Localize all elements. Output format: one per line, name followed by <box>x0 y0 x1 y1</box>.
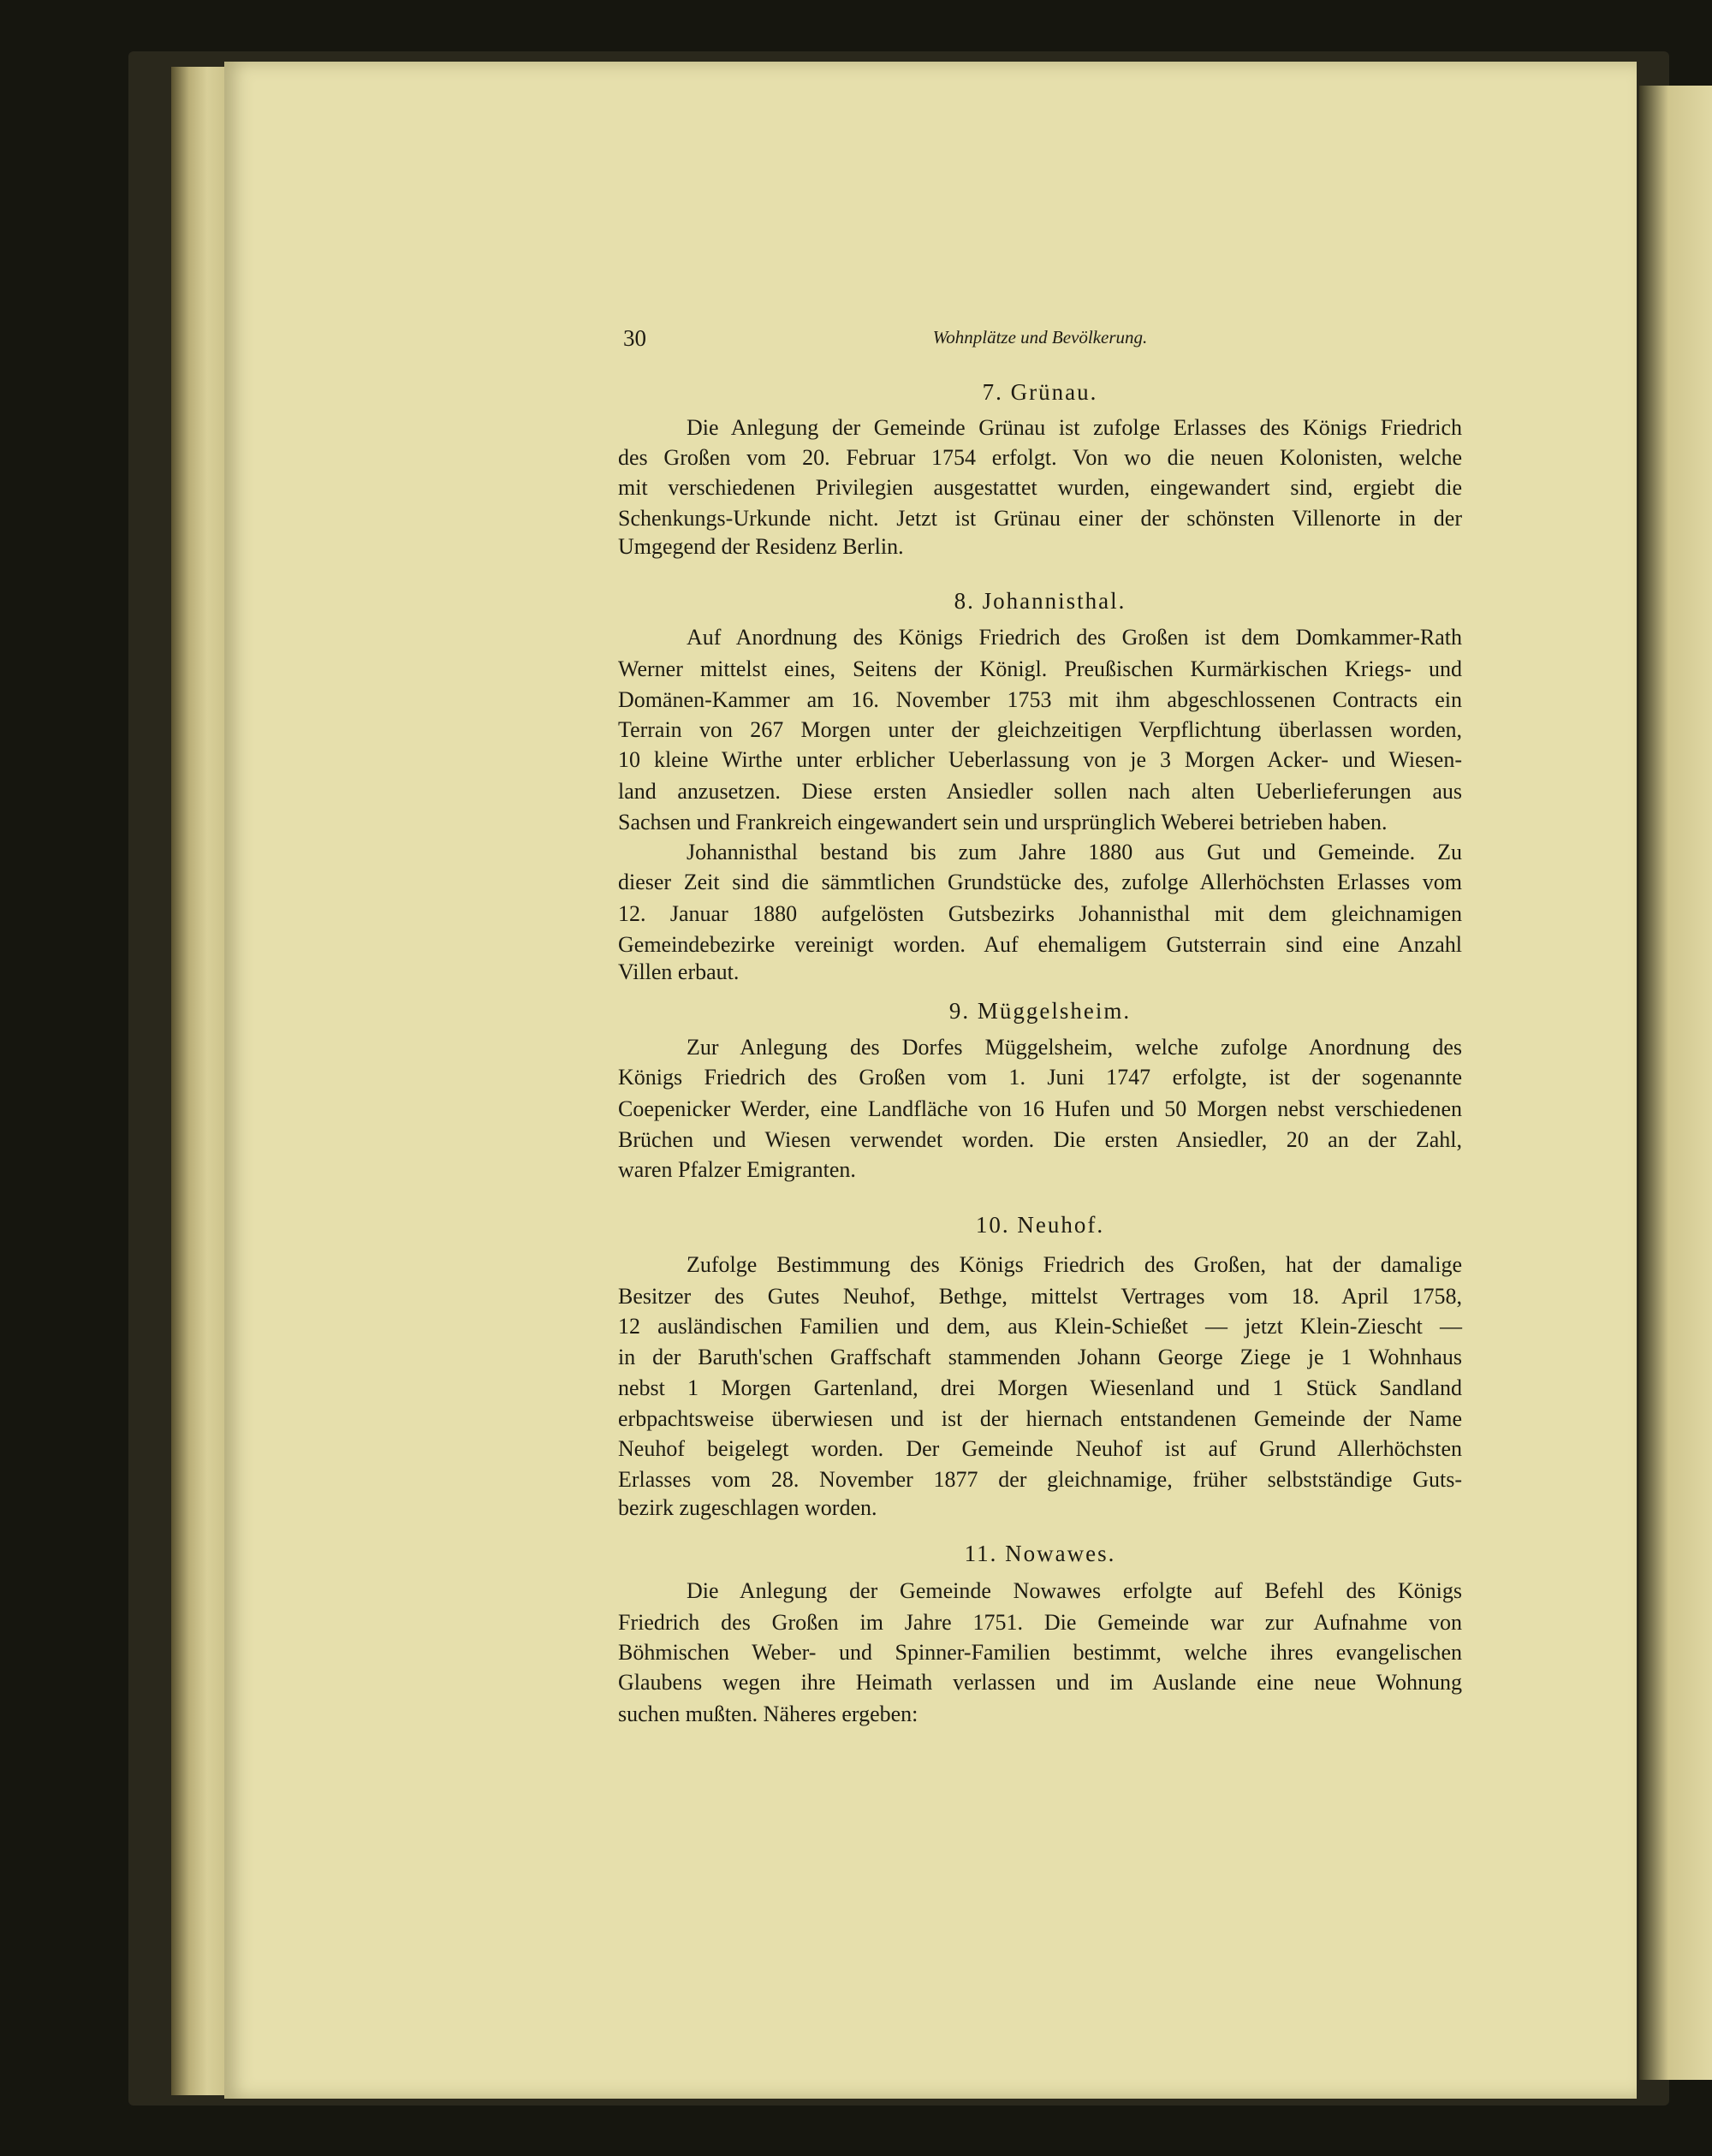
text-line: mit verschiedenen Privilegien ausgestattet wurden, eingewandert sind, ergiebt die <box>618 475 1462 500</box>
text-line: Erlasses vom 28. November 1877 der gleichnamige, früher selbstständige Guts- <box>618 1467 1462 1492</box>
text-line: Umgegend der Residenz Berlin. <box>618 534 904 559</box>
text-line: Besitzer des Gutes Neuhof, Bethge, mittelst Vertrages vom 18. April 1758, <box>618 1284 1462 1309</box>
page-number: 30 <box>623 325 646 351</box>
text-line: suchen mußten. Näheres ergeben: <box>618 1702 918 1726</box>
text-line: Friedrich des Großen im Jahre 1751. Die Gemeinde war zur Aufnahme von <box>618 1610 1462 1635</box>
text-line: Coepenicker Werder, eine Landfläche von 16 Hufen und 50 Morgen nebst verschiedenen <box>618 1096 1462 1121</box>
text-line: 10 kleine Wirthe unter erblicher Ueberlassung von je 3 Morgen Acker- und Wiesen- <box>618 747 1462 772</box>
text-line: bezirk zugeschlagen worden. <box>618 1495 877 1520</box>
text-line: Schenkungs-Urkunde nicht. Jetzt ist Grünau einer der schönsten Villenorte in der <box>618 506 1462 531</box>
text-line: erbpachtsweise überwiesen und ist der hiernach entstandenen Gemeinde der Name <box>618 1406 1462 1431</box>
text-line: 12. Januar 1880 aufgelösten Gutsbezirks Johannisthal mit dem gleichnamigen <box>618 901 1462 926</box>
text-line: land anzusetzen. Diese ersten Ansiedler sollen nach alten Ueberlieferungen aus <box>618 779 1462 804</box>
text-line: Die Anlegung der Gemeinde Grünau ist zufolge Erlasses des Königs Friedrich <box>687 415 1462 440</box>
text-line: des Großen vom 20. Februar 1754 erfolgt. Von wo die neuen Kolonisten, welche <box>618 445 1462 470</box>
text-line: nebst 1 Morgen Gartenland, drei Morgen Wiesenland und 1 Stück Sandland <box>618 1375 1462 1400</box>
text-line: Villen erbaut. <box>618 959 740 984</box>
text-line: Königs Friedrich des Großen vom 1. Juni 1747 erfolgte, ist der sogenannte <box>618 1065 1462 1090</box>
section-heading: 10. Neuhof. <box>975 1212 1105 1238</box>
text-line: Johannisthal bestand bis zum Jahre 1880 aus Gut und Gemeinde. Zu <box>687 840 1462 864</box>
section-heading: 8. Johannisthal. <box>954 588 1126 614</box>
text-line: in der Baruth'schen Graffschaft stammenden Johann George Ziege je 1 Wohnhaus <box>618 1345 1462 1369</box>
text-line: dieser Zeit sind die sämmtlichen Grundstücke des, zufolge Allerhöchsten Erlasses vom <box>618 870 1462 894</box>
text-line: Sachsen und Frankreich eingewandert sein und ursprünglich Weberei betrieben haben. <box>618 810 1388 834</box>
text-line: Gemeindebezirke vereinigt worden. Auf ehemaligem Gutsterrain sind eine Anzahl <box>618 932 1462 957</box>
text-line: Domänen-Kammer am 16. November 1753 mit ihm abgeschlossenen Contracts ein <box>618 687 1462 712</box>
text-line: Zufolge Bestimmung des Königs Friedrich des Großen, hat der damalige <box>687 1252 1462 1277</box>
text-line: Brüchen und Wiesen verwendet worden. Die ersten Ansiedler, 20 an der Zahl, <box>618 1127 1462 1152</box>
section-heading: 7. Grünau. <box>982 379 1098 405</box>
section-heading: 9. Müggelsheim. <box>948 998 1132 1024</box>
text-line: Werner mittelst eines, Seitens der Königl. Preußischen Kurmärkischen Kriegs- und <box>618 656 1462 681</box>
page-edges <box>171 67 231 2095</box>
text-line: Die Anlegung der Gemeinde Nowawes erfolgte auf Befehl des Königs <box>687 1578 1462 1603</box>
next-page-edge <box>1639 86 1712 2080</box>
text-line: Böhmischen Weber- und Spinner-Familien bestimmt, welche ihres evangelischen <box>618 1640 1462 1665</box>
text-line: Glaubens wegen ihre Heimath verlassen und im Auslande eine neue Wohnung <box>618 1670 1462 1695</box>
text-line: waren Pfalzer Emigranten. <box>618 1157 856 1182</box>
running-title: Wohnplätze und Bevölkerung. <box>932 327 1148 347</box>
text-line: Auf Anordnung des Königs Friedrich des Großen ist dem Domkammer-Rath <box>687 625 1462 650</box>
text-line: Zur Anlegung des Dorfes Müggelsheim, welche zufolge Anordnung des <box>687 1035 1462 1060</box>
text-line: Neuhof beigelegt worden. Der Gemeinde Neuhof ist auf Grund Allerhöchsten <box>618 1436 1462 1461</box>
text-line: Terrain von 267 Morgen unter der gleichzeitigen Verpflichtung überlassen worden, <box>618 717 1462 742</box>
text-line: 12 ausländischen Familien und dem, aus Klein-Schießet — jetzt Klein-Ziescht — <box>618 1314 1462 1339</box>
section-heading: 11. Nowawes. <box>964 1541 1116 1566</box>
